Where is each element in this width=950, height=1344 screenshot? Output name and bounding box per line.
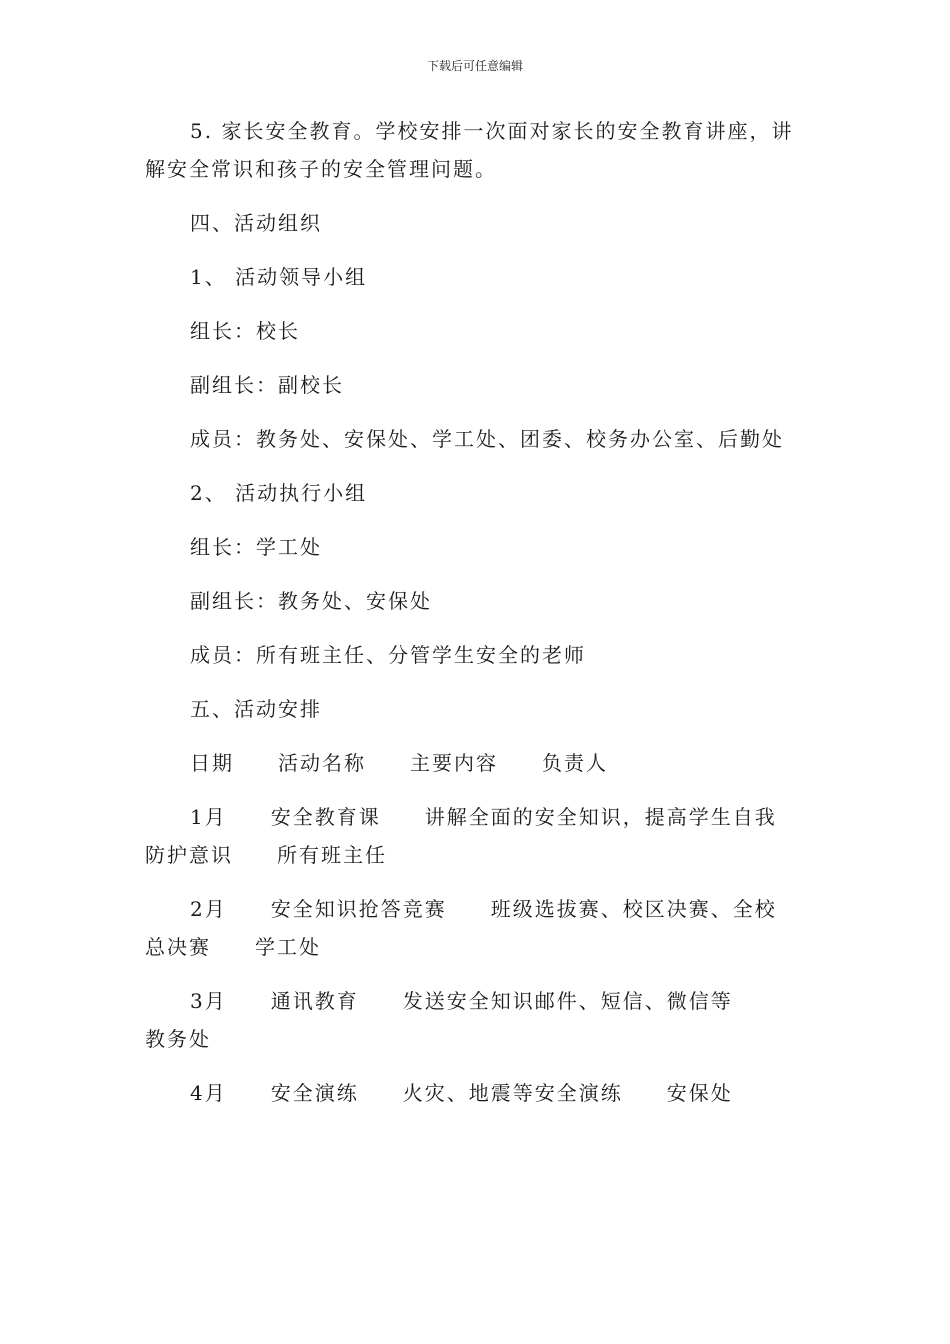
schedule-row-1-line-2	[145, 842, 387, 868]
schedule-row-4-line-1	[190, 1080, 733, 1106]
group-2-members: 成员：所有班主任、分管学生安全的老师	[190, 643, 586, 667]
row-3-content: 发送安全知识邮件、短信、微信等	[402, 989, 733, 1013]
row-3-owner: 教务处	[145, 1027, 211, 1051]
row-4-activity: 安全演练	[270, 1081, 359, 1105]
group-1-vice-leader: 副组长：副校长	[190, 373, 344, 397]
row-1-content-cont: 防护意识	[145, 843, 233, 867]
group-1-leader: 组长：校长	[190, 319, 300, 343]
group-2-vice-leader: 副组长：教务处、安保处	[190, 589, 432, 613]
schedule-row-3-line-2	[145, 1026, 211, 1052]
row-2-content: 班级选拔赛、校区决赛、全校	[490, 897, 777, 921]
header-activity-name: 活动名称	[278, 751, 366, 775]
schedule-row-3-line-1	[190, 988, 733, 1014]
paragraph-5-line-1: 5. 家长安全教育。学校安排一次面对家长的安全教育讲座，讲	[190, 119, 794, 143]
row-2-owner: 学工处	[255, 935, 321, 959]
header-main-content: 主要内容	[410, 751, 498, 775]
schedule-row-1-line-1	[190, 804, 777, 830]
row-3-activity: 通讯教育	[270, 989, 359, 1013]
row-3-date: 3月	[190, 989, 227, 1013]
row-1-content: 讲解全面的安全知识，提高学生自我	[424, 805, 777, 829]
group-1-members: 成员：教务处、安保处、学工处、团委、校务办公室、后勤处	[190, 427, 784, 451]
page-header: 下载后可任意编辑	[426, 59, 523, 73]
row-4-date: 4月	[190, 1081, 227, 1105]
row-4-content: 火灾、地震等安全演练	[402, 1081, 623, 1105]
schedule-header	[190, 750, 608, 776]
section-5-title: 五、活动安排	[190, 697, 322, 721]
row-2-date: 2月	[190, 897, 227, 921]
group-1-title: 1、 活动领导小组	[190, 265, 368, 289]
section-4-title: 四、活动组织	[190, 211, 322, 235]
group-2-title: 2、 活动执行小组	[190, 481, 368, 505]
group-2-leader: 组长：学工处	[190, 535, 322, 559]
row-2-activity: 安全知识抢答竞赛	[270, 897, 447, 921]
header-owner: 负责人	[542, 751, 608, 775]
row-2-content-cont: 总决赛	[145, 935, 211, 959]
paragraph-5-line-2: 解安全常识和孩子的安全管理问题。	[145, 157, 497, 181]
header-date: 日期	[190, 751, 234, 775]
row-1-activity: 安全教育课	[270, 805, 381, 829]
row-4-owner: 安保处	[666, 1081, 733, 1105]
row-1-owner: 所有班主任	[277, 843, 387, 867]
schedule-row-2-line-1	[190, 896, 777, 922]
row-1-date: 1月	[190, 805, 227, 829]
schedule-row-2-line-2	[145, 934, 321, 960]
